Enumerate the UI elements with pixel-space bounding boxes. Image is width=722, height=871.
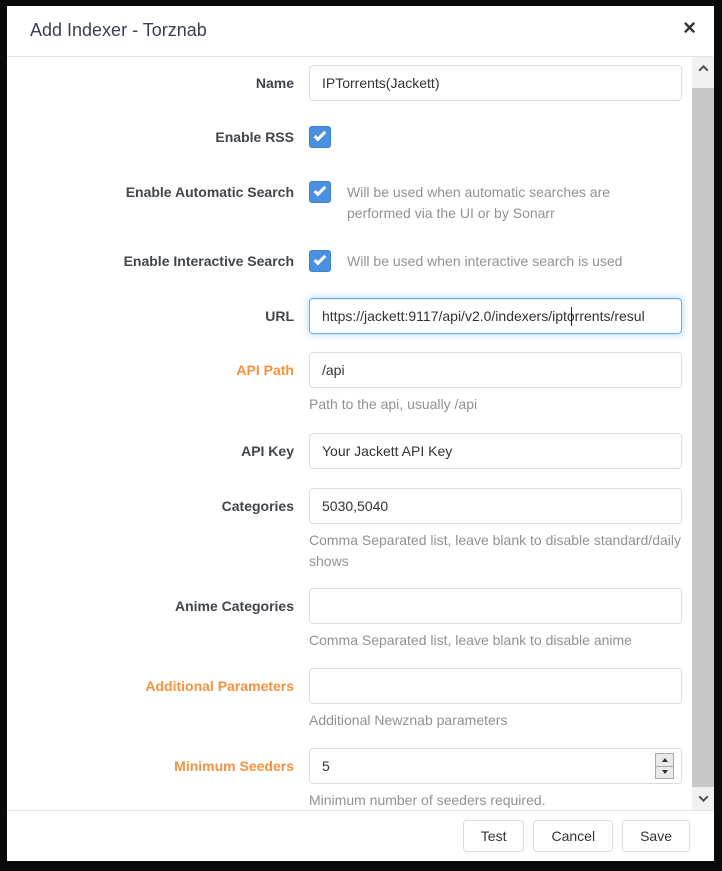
- minimum-seeders-input[interactable]: [309, 748, 682, 784]
- form-row-enable-automatic-search: [7, 181, 714, 224]
- chevron-down-icon: [698, 792, 708, 802]
- modal-title: Add Indexer - Torznab: [30, 20, 207, 40]
- api-path-label: API Path: [236, 362, 294, 378]
- chevron-up-icon: [698, 65, 708, 75]
- spinner-up-button[interactable]: [656, 754, 673, 767]
- form-row-api-key: [7, 433, 714, 469]
- url-input[interactable]: [309, 298, 682, 334]
- enable-interactive-search-help: Will be used when interactive search is used: [347, 253, 623, 269]
- vertical-scrollbar[interactable]: [692, 57, 714, 810]
- url-label: URL: [265, 308, 294, 324]
- enable-automatic-search-help: Will be used when automatic searches are performed via the UI or by Sonarr: [347, 184, 611, 221]
- enable-interactive-search-label: Enable Interactive Search: [123, 253, 294, 269]
- additional-parameters-input[interactable]: [309, 668, 682, 704]
- form-row-additional-parameters: [7, 668, 714, 731]
- scroll-down-button[interactable]: [692, 787, 714, 810]
- triangle-up-icon: [662, 758, 668, 762]
- test-button[interactable]: Test: [463, 820, 525, 852]
- api-key-input[interactable]: [309, 433, 682, 469]
- anime-categories-help: Comma Separated list, leave blank to disable anime: [309, 632, 632, 648]
- minimum-seeders-help: Minimum number of seeders required.: [309, 792, 546, 808]
- checkmark-icon: [314, 253, 327, 266]
- form-row-anime-categories: [7, 588, 714, 651]
- close-icon[interactable]: ×: [683, 15, 696, 40]
- form-row-url: [7, 298, 714, 334]
- form-row-enable-rss: [7, 126, 714, 148]
- api-path-input[interactable]: [309, 352, 682, 388]
- anime-categories-input[interactable]: [309, 588, 682, 624]
- scroll-up-button[interactable]: [692, 57, 714, 80]
- save-button[interactable]: Save: [622, 820, 690, 852]
- form-row-api-path: [7, 352, 714, 415]
- checkmark-icon: [314, 184, 327, 197]
- categories-input[interactable]: [309, 488, 682, 524]
- scrollbar-thumb[interactable]: [692, 88, 714, 787]
- api-key-label: API Key: [241, 443, 294, 459]
- text-cursor: [571, 307, 572, 326]
- enable-automatic-search-label: Enable Automatic Search: [125, 184, 294, 200]
- name-input[interactable]: [309, 65, 682, 101]
- spinner-down-button[interactable]: [656, 767, 673, 779]
- form-row-minimum-seeders: [7, 748, 714, 810]
- add-indexer-modal: [7, 6, 714, 861]
- anime-categories-label: Anime Categories: [174, 598, 294, 614]
- name-label: Name: [255, 75, 294, 91]
- enable-rss-label: Enable RSS: [215, 129, 294, 145]
- form-row-enable-interactive-search: [7, 250, 714, 272]
- enable-rss-checkbox[interactable]: [309, 126, 331, 148]
- modal-footer: [7, 810, 714, 861]
- additional-parameters-help: Additional Newznab parameters: [309, 712, 508, 728]
- checkmark-icon: [314, 129, 327, 142]
- number-spinner: [655, 753, 674, 779]
- enable-automatic-search-checkbox[interactable]: [309, 181, 331, 203]
- additional-parameters-label: Additional Parameters: [145, 678, 294, 694]
- cancel-button[interactable]: Cancel: [533, 820, 613, 852]
- triangle-down-icon: [662, 770, 668, 774]
- modal-body: [7, 57, 714, 810]
- modal-header: [7, 6, 714, 57]
- api-path-help: Path to the api, usually /api: [309, 396, 478, 412]
- categories-label: Categories: [221, 498, 294, 514]
- enable-interactive-search-checkbox[interactable]: [309, 250, 331, 272]
- form-row-name: [7, 65, 714, 101]
- form-row-categories: [7, 488, 714, 572]
- categories-help: Comma Separated list, leave blank to disable standard/daily shows: [309, 532, 681, 569]
- minimum-seeders-label: Minimum Seeders: [174, 758, 294, 774]
